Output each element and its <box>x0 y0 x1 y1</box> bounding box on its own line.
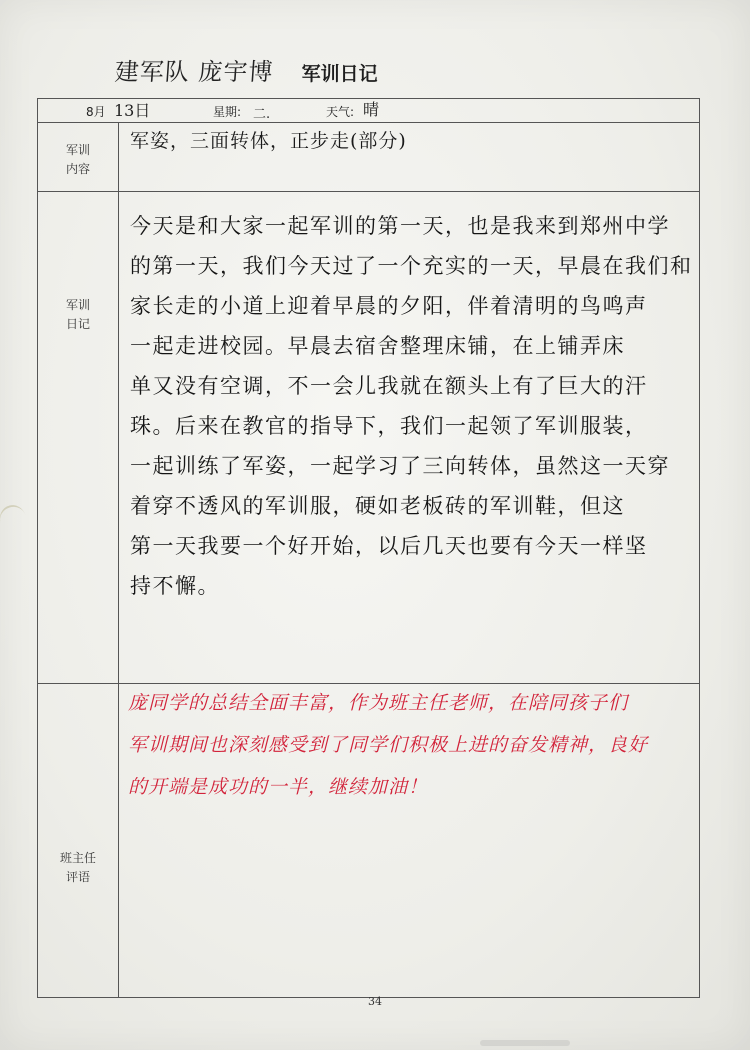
content-label-line1: 军训 <box>65 143 90 157</box>
diary-line: 持不懈。 <box>130 574 220 598</box>
diary-line: 家长走的小道上迎着早晨的夕阳，伴着清明的鸟鸣声 <box>130 294 648 318</box>
diary-line: 单又没有空调，不一会儿我就在额头上有了巨大的汗 <box>130 374 648 398</box>
content-row-label <box>38 141 118 179</box>
date-row <box>38 99 699 123</box>
comment-line: 军训期间也深刻感受到了同学们积极上进的奋发精神，良好 <box>128 734 649 756</box>
weather-label: 天气: <box>326 105 355 119</box>
row-divider-1 <box>38 191 699 192</box>
page-title: 军训日记 <box>301 63 378 85</box>
page-header <box>115 52 378 92</box>
date-day-handwritten: 13日 <box>114 101 151 120</box>
comment-row-label <box>38 849 118 887</box>
diary-line: 的第一天，我们今天过了一个充实的一天，早晨在我们和 <box>130 254 693 278</box>
label-column-divider <box>118 122 119 997</box>
diary-label-line2: 日记 <box>65 317 90 331</box>
page-number: 34 <box>368 995 382 1008</box>
diary-line: 一起训练了军姿，一起学习了三向转体，虽然这一天穿 <box>130 454 670 478</box>
content-label-line2: 内容 <box>65 162 90 176</box>
diary-line: 第一天我要一个好开始，以后几天也要有今天一样坚 <box>130 534 648 558</box>
diary-form-table <box>37 98 700 998</box>
comment-label-line2: 评语 <box>65 870 90 884</box>
teacher-comment <box>128 682 698 808</box>
date-month: 8月 <box>86 105 106 119</box>
weekday-label: 星期: <box>213 105 242 119</box>
binding-mark <box>480 1040 570 1046</box>
diary-line: 着穿不透风的军训服，硬如老板砖的军训鞋，但这 <box>130 494 625 518</box>
diary-line: 今天是和大家一起军训的第一天，也是我来到郑州中学 <box>130 214 670 238</box>
comment-line: 庞同学的总结全面丰富，作为班主任老师，在陪同孩子们 <box>128 692 629 714</box>
training-content-value: 军姿，三面转体，正步走(部分) <box>130 130 407 152</box>
comment-label-line1: 班主任 <box>59 851 96 865</box>
diary-body <box>130 206 700 606</box>
comment-line: 的开端是成功的一半，继续加油！ <box>128 776 429 798</box>
diary-label-line1: 军训 <box>65 298 90 312</box>
weekday-value: 二. <box>253 107 271 122</box>
author-handwritten: 建军队 庞宇博 <box>113 58 275 86</box>
diary-line: 珠。后来在教官的指导下，我们一起领了军训服装， <box>130 414 648 438</box>
diary-row-label <box>38 296 118 334</box>
diary-line: 一起走进校园。早晨去宿舍整理床铺，在上铺弄床 <box>130 334 625 358</box>
leaf-shadow-decoration <box>0 502 30 537</box>
training-content-text <box>130 126 407 153</box>
weather-value: 晴 <box>363 100 380 119</box>
